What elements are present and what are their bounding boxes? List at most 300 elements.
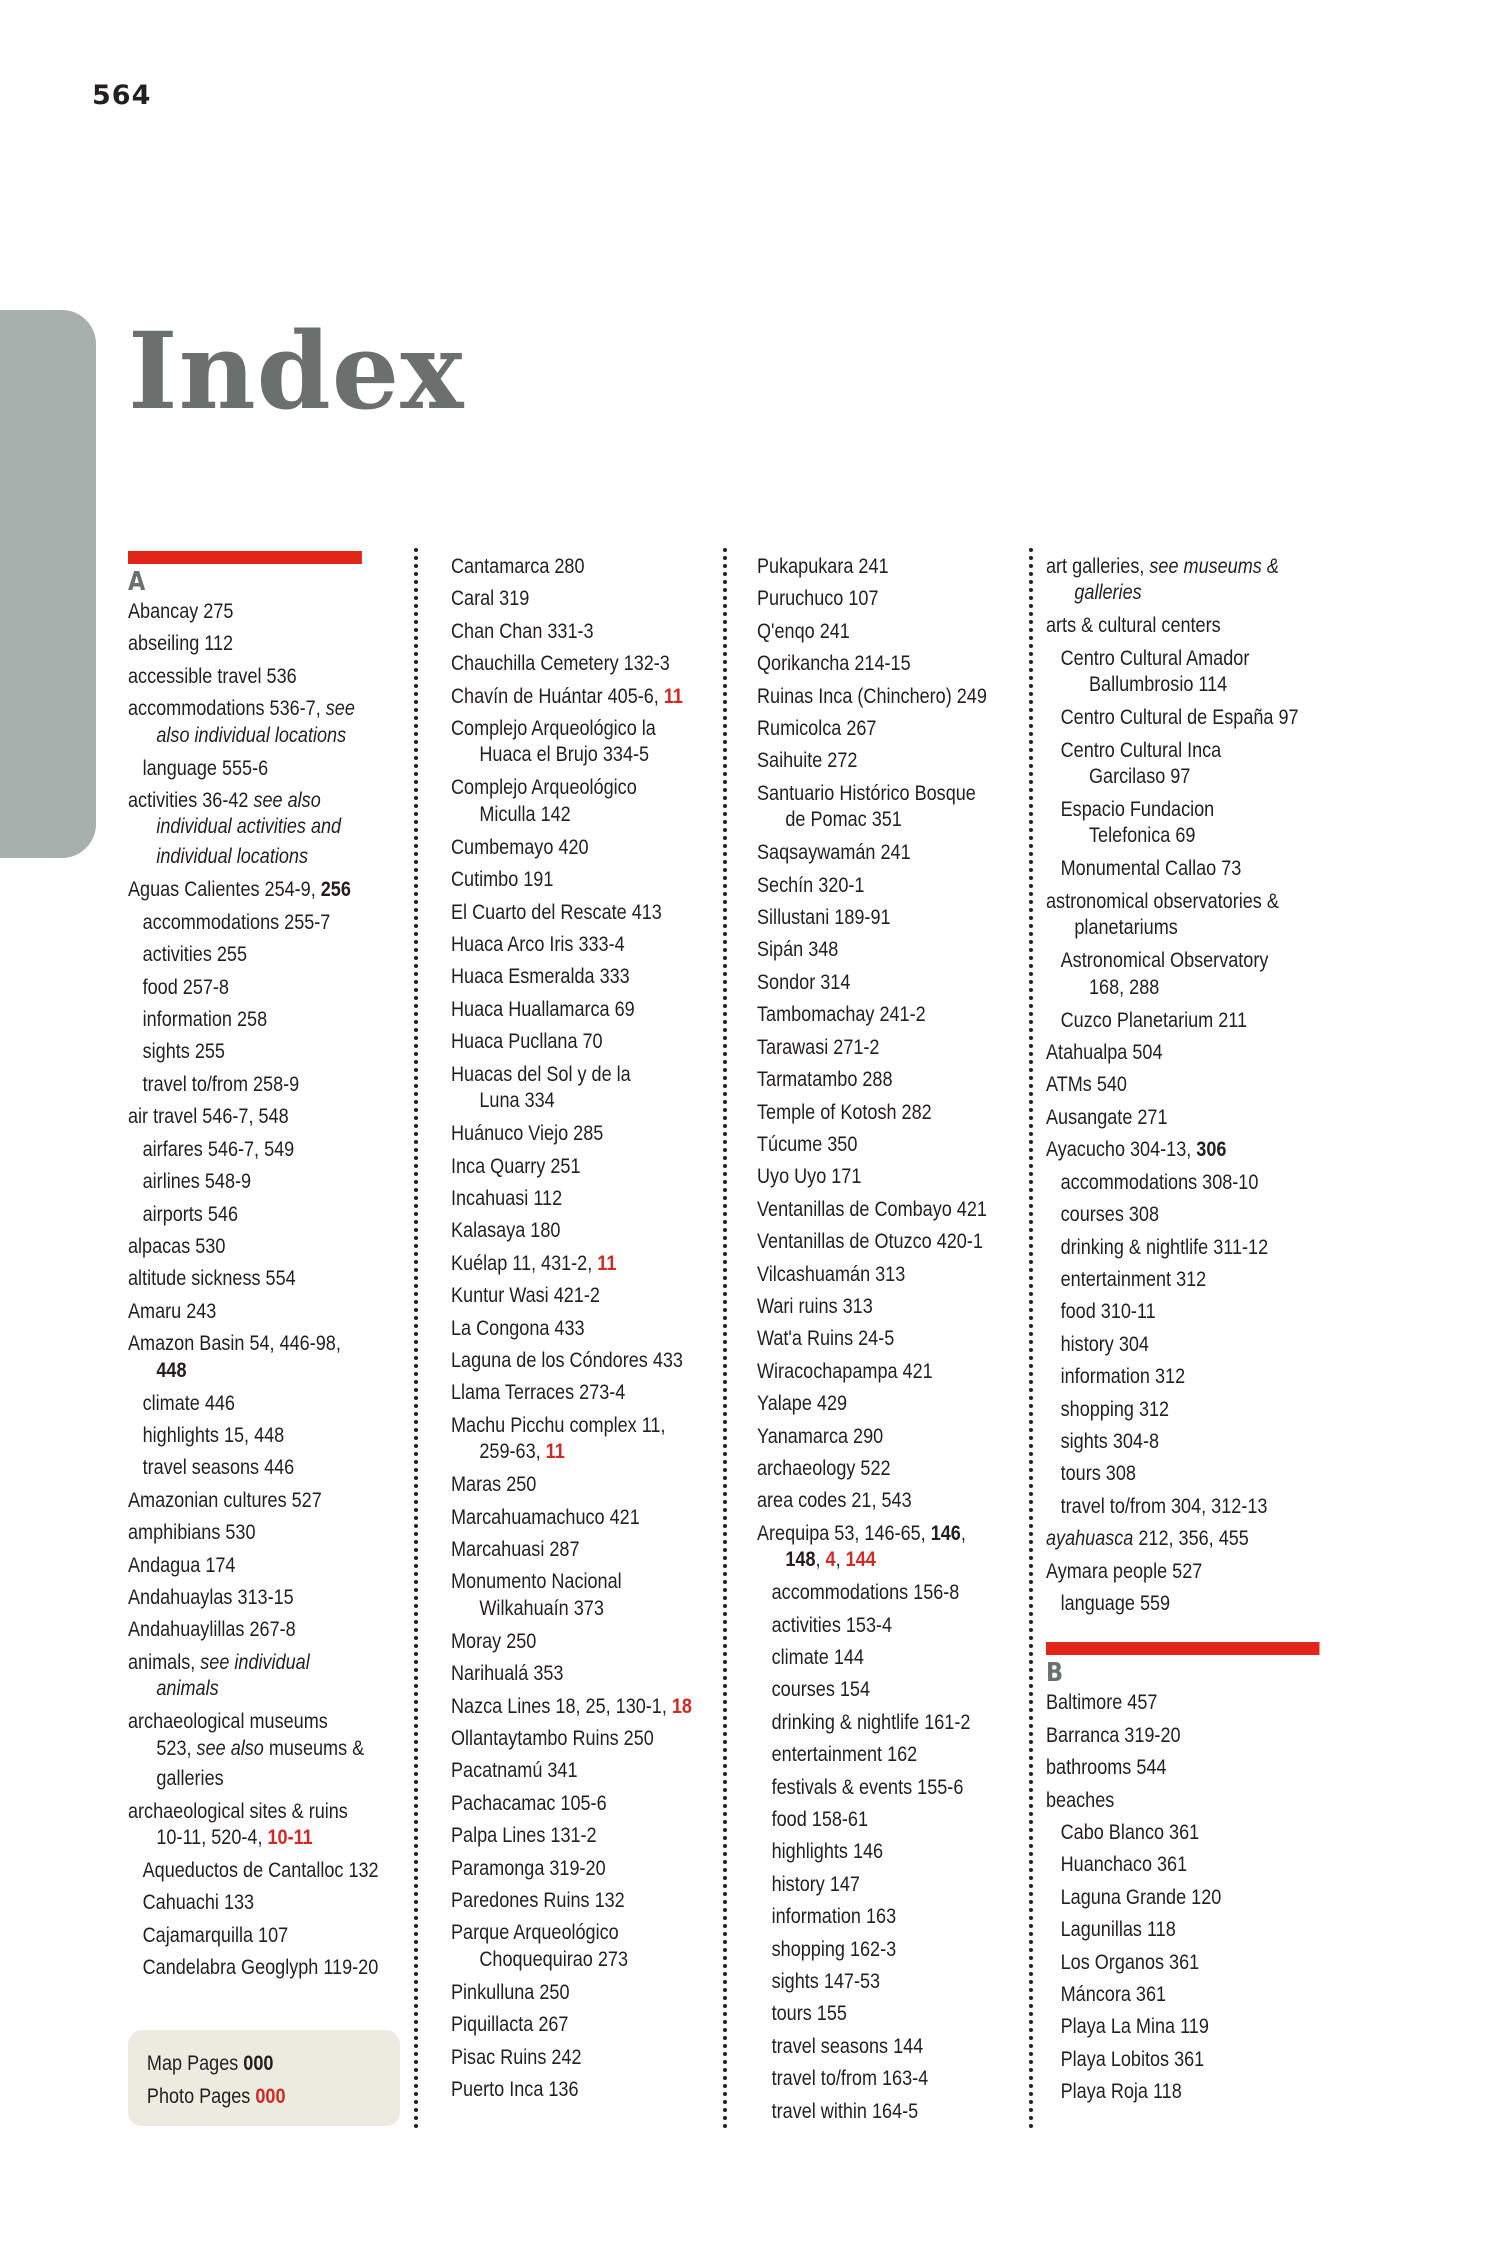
entry-text: 4 bbox=[825, 1548, 836, 1572]
entry-text: Chauchilla Cemetery 132-3 bbox=[451, 652, 670, 676]
index-entry bbox=[451, 1626, 692, 1658]
entry-continuation bbox=[128, 1765, 403, 1792]
index-entry bbox=[757, 616, 998, 648]
index-entry bbox=[757, 551, 998, 583]
entry-text: Laguna Grande 120 bbox=[1060, 1885, 1222, 1909]
index-entry bbox=[451, 1853, 692, 1885]
index-entry bbox=[757, 934, 998, 966]
entry-text: Amazonian cultures 527 bbox=[128, 1488, 322, 1512]
entry-text: Luna 334 bbox=[479, 1089, 555, 1113]
index-entry bbox=[757, 837, 998, 869]
index-entry bbox=[1046, 1687, 1313, 1719]
entry-text: highlights 146 bbox=[771, 1840, 884, 1864]
entry-text: art galleries, bbox=[1046, 555, 1150, 578]
entry-text: Yalape 429 bbox=[757, 1392, 848, 1416]
index-entry bbox=[1046, 1296, 1313, 1328]
entry-text: de Pomac 351 bbox=[785, 808, 902, 832]
index-entry bbox=[451, 961, 692, 993]
entry-text: archaeology 522 bbox=[757, 1456, 891, 1480]
index-entry bbox=[757, 902, 998, 934]
index-entry bbox=[128, 1004, 403, 1036]
entry-text: archaeological museums bbox=[128, 1710, 328, 1734]
index-entry bbox=[451, 1059, 692, 1114]
entry-text: language 559 bbox=[1060, 1591, 1171, 1615]
index-entry bbox=[757, 1836, 998, 1868]
page-legend bbox=[128, 2030, 400, 2126]
index-entry bbox=[757, 681, 998, 713]
entry-text: Chan Chan 331-3 bbox=[451, 619, 594, 643]
index-entry bbox=[757, 2096, 998, 2128]
entry-text: Moray 250 bbox=[451, 1629, 537, 1653]
entry-text: courses 308 bbox=[1060, 1203, 1160, 1227]
index-entry bbox=[128, 1199, 403, 1231]
entry-text: Barranca 319-20 bbox=[1046, 1723, 1181, 1747]
index-entry bbox=[128, 1952, 403, 1984]
index-entry bbox=[451, 1151, 692, 1183]
index-entry bbox=[757, 1129, 998, 1161]
index-entry bbox=[757, 1869, 998, 1901]
column-divider bbox=[723, 548, 727, 2130]
entry-text: area codes 21, 543 bbox=[757, 1489, 912, 1513]
entry-continuation bbox=[451, 1946, 692, 1973]
index-entry bbox=[757, 1739, 998, 1771]
index-entry bbox=[451, 897, 692, 929]
entry-text: Incahuasi 112 bbox=[451, 1186, 563, 1210]
index-entry bbox=[128, 939, 403, 971]
entry-text: Kuntur Wasi 421-2 bbox=[451, 1284, 600, 1308]
entry-text: Temple of Kotosh 282 bbox=[757, 1100, 932, 1124]
entry-text: accommodations 308-10 bbox=[1060, 1170, 1259, 1194]
index-entry bbox=[757, 870, 998, 902]
index-entry bbox=[757, 1161, 998, 1193]
entry-text: Monumento Nacional bbox=[451, 1570, 622, 1594]
entry-text: astronomical observatories & bbox=[1046, 889, 1279, 913]
index-entry bbox=[757, 1194, 998, 1226]
entry-text: ATMs 540 bbox=[1046, 1073, 1127, 1097]
index-entry bbox=[128, 1920, 403, 1952]
index-entry bbox=[128, 785, 403, 870]
index-entry bbox=[128, 1517, 403, 1549]
index-entry bbox=[451, 648, 692, 680]
entry-text: Laguna de los Cóndores 433 bbox=[451, 1348, 683, 1372]
entry-text: Telefonica 69 bbox=[1089, 824, 1196, 848]
entry-continuation bbox=[1046, 914, 1313, 941]
index-entry bbox=[757, 1453, 998, 1485]
entry-text: see individual bbox=[200, 1650, 310, 1674]
entry-text: Playa Lobitos 361 bbox=[1060, 2047, 1205, 2071]
entry-text: Marcahuasi 287 bbox=[451, 1537, 580, 1561]
index-entry bbox=[451, 2042, 692, 2074]
entry-continuation bbox=[757, 1546, 998, 1573]
entry-text: animals bbox=[156, 1677, 219, 1701]
entry-text: Pachacamac 105-6 bbox=[451, 1791, 607, 1815]
index-entry bbox=[128, 1706, 403, 1791]
index-entry bbox=[757, 1707, 998, 1739]
entry-text: , bbox=[835, 1548, 846, 1572]
entry-text: Puruchuco 107 bbox=[757, 587, 879, 611]
index-entry bbox=[128, 1296, 403, 1328]
entry-text: , bbox=[960, 1521, 966, 1545]
map-pages-value: 000 bbox=[243, 2052, 274, 2075]
entry-text: Cumbemayo 420 bbox=[451, 835, 589, 859]
entry-continuation bbox=[451, 801, 692, 828]
index-entry bbox=[451, 1566, 692, 1621]
entry-text: courses 154 bbox=[771, 1678, 871, 1702]
entry-text: abseiling 112 bbox=[128, 632, 234, 656]
entry-text: 11 bbox=[663, 684, 683, 708]
entry-continuation bbox=[1061, 974, 1313, 1001]
entry-text: 144 bbox=[845, 1548, 876, 1572]
entry-text: galleries bbox=[156, 1766, 224, 1790]
index-entry bbox=[451, 583, 692, 615]
entry-text: accessible travel 536 bbox=[128, 664, 297, 688]
entry-continuation bbox=[1061, 763, 1313, 790]
index-entry bbox=[757, 1642, 998, 1674]
index-entry bbox=[1046, 1167, 1313, 1199]
index-entry bbox=[1046, 2011, 1313, 2043]
entry-text: altitude sickness 554 bbox=[128, 1267, 296, 1291]
index-entry bbox=[128, 1420, 403, 1452]
entry-text: 11 bbox=[597, 1251, 617, 1275]
index-entry bbox=[757, 1610, 998, 1642]
page-number: 564 bbox=[92, 80, 152, 111]
entry-text: climate 446 bbox=[142, 1391, 235, 1415]
index-entry bbox=[757, 1772, 998, 1804]
entry-text: Wilkahuaín 373 bbox=[479, 1596, 604, 1620]
index-entry bbox=[757, 1388, 998, 1420]
index-entry bbox=[1046, 551, 1313, 606]
entry-text: , bbox=[815, 1548, 826, 1572]
entry-text: Uyo Uyo 171 bbox=[757, 1165, 862, 1189]
index-entry bbox=[757, 1966, 998, 1998]
entry-text: Ballumbrosio 114 bbox=[1089, 673, 1228, 697]
entry-text: entertainment 312 bbox=[1060, 1267, 1207, 1291]
index-entry bbox=[451, 1658, 692, 1690]
index-entry bbox=[1046, 1882, 1313, 1914]
index-entry bbox=[757, 1934, 998, 1966]
index-entry bbox=[128, 628, 403, 660]
entry-continuation bbox=[128, 1824, 403, 1851]
entry-text: Wat'a Ruins 24-5 bbox=[757, 1327, 895, 1351]
photo-pages-value: 000 bbox=[255, 2085, 286, 2108]
photo-pages-row bbox=[147, 2080, 362, 2113]
entry-text: Pisac Ruins 242 bbox=[451, 2045, 582, 2069]
entry-text: Cahuachi 133 bbox=[142, 1891, 255, 1915]
entry-text: alpacas 530 bbox=[128, 1234, 226, 1258]
index-entry bbox=[128, 753, 403, 785]
index-entry bbox=[451, 616, 692, 648]
entry-text: Piquillacta 267 bbox=[451, 2013, 569, 2037]
entry-text: Kuélap 11, 431-2, bbox=[451, 1251, 598, 1275]
entry-text: Amaru 243 bbox=[128, 1299, 217, 1323]
entry-text: Narihualá 353 bbox=[451, 1662, 564, 1686]
index-entry bbox=[451, 713, 692, 768]
entry-text: Huánuco Viejo 285 bbox=[451, 1122, 604, 1146]
entry-text: 448 bbox=[156, 1358, 187, 1382]
entry-text: Qorikancha 214-15 bbox=[757, 652, 911, 676]
map-pages-row bbox=[147, 2047, 362, 2080]
entry-text: air travel 546-7, 548 bbox=[128, 1105, 289, 1129]
entry-text: Huaca Esmeralda 333 bbox=[451, 965, 630, 989]
index-entry bbox=[451, 551, 692, 583]
index-entry bbox=[128, 972, 403, 1004]
entry-continuation bbox=[128, 813, 403, 840]
index-entry bbox=[1046, 794, 1313, 849]
entry-continuation bbox=[451, 1438, 692, 1465]
entry-list bbox=[757, 551, 998, 2128]
entry-text: Wiracochapampa 421 bbox=[757, 1359, 933, 1383]
index-entry bbox=[1046, 1556, 1313, 1588]
entry-text: Huaca Pucllana 70 bbox=[451, 1030, 603, 1054]
index-column-4 bbox=[1046, 551, 1313, 2109]
entry-text: also individual locations bbox=[156, 723, 347, 747]
entry-text: Chavín de Huántar 405-6, bbox=[451, 684, 664, 708]
entry-text: Tarawasi 271-2 bbox=[757, 1035, 880, 1059]
index-entry bbox=[451, 1469, 692, 1501]
index-entry bbox=[757, 2063, 998, 2095]
entry-text: Choquequirao 273 bbox=[479, 1947, 628, 1971]
index-entry bbox=[128, 1328, 403, 1383]
index-entry bbox=[128, 1796, 403, 1851]
section-side-tab bbox=[0, 310, 96, 858]
index-entry bbox=[757, 1323, 998, 1355]
entry-list bbox=[1046, 551, 1313, 1620]
entry-text: museums & bbox=[263, 1736, 365, 1760]
index-entry bbox=[451, 1723, 692, 1755]
index-entry bbox=[1046, 1329, 1313, 1361]
entry-text: sights 304-8 bbox=[1060, 1429, 1160, 1453]
entry-text: sights 255 bbox=[142, 1040, 225, 1064]
entry-text: Cajamarquilla 107 bbox=[142, 1923, 289, 1947]
entry-text: information 312 bbox=[1060, 1365, 1186, 1389]
index-entry bbox=[451, 1788, 692, 1820]
index-entry bbox=[451, 1917, 692, 1972]
entry-text: animals, bbox=[128, 1650, 201, 1674]
entry-text: entertainment 162 bbox=[771, 1743, 918, 1767]
index-entry bbox=[128, 1101, 403, 1133]
entry-text: Tarmatambo 288 bbox=[757, 1068, 893, 1092]
index-entry bbox=[451, 1885, 692, 1917]
index-entry bbox=[128, 1069, 403, 1101]
index-entry bbox=[128, 1614, 403, 1646]
entry-text: planetariums bbox=[1074, 916, 1178, 940]
index-entry bbox=[1046, 1947, 1313, 1979]
entry-text: Túcume 350 bbox=[757, 1132, 858, 1156]
index-entry bbox=[1046, 1134, 1313, 1166]
index-entry bbox=[757, 745, 998, 777]
entry-text: Pinkulluna 250 bbox=[451, 1980, 570, 2004]
index-entry bbox=[451, 1755, 692, 1787]
entry-text: Miculla 142 bbox=[479, 802, 571, 826]
entry-text: arts & cultural centers bbox=[1046, 614, 1221, 638]
index-entry bbox=[451, 2009, 692, 2041]
index-entry bbox=[451, 1820, 692, 1852]
entry-continuation bbox=[451, 1087, 692, 1114]
letter-bar-b bbox=[1046, 1642, 1319, 1655]
entry-continuation bbox=[1061, 671, 1313, 698]
index-entry bbox=[128, 1166, 403, 1198]
entry-text: Candelabra Geoglyph 119-20 bbox=[142, 1956, 379, 1980]
entry-text: see bbox=[325, 697, 355, 721]
index-entry bbox=[128, 1855, 403, 1887]
index-entry bbox=[757, 999, 998, 1031]
entry-text: tours 155 bbox=[771, 2002, 847, 2026]
entry-text: Cutimbo 191 bbox=[451, 868, 554, 892]
index-entry bbox=[451, 1118, 692, 1150]
entry-text: Ruinas Inca (Chinchero) 249 bbox=[757, 684, 987, 708]
index-entry bbox=[1046, 1458, 1313, 1490]
index-entry bbox=[1046, 1817, 1313, 1849]
entry-text: shopping 312 bbox=[1060, 1397, 1170, 1421]
entry-text: food 257-8 bbox=[142, 975, 229, 999]
entry-text: Saqsaywamán 241 bbox=[757, 841, 911, 865]
index-entry bbox=[757, 1421, 998, 1453]
entry-text: Ausangate 271 bbox=[1046, 1105, 1168, 1129]
index-entry bbox=[1046, 1037, 1313, 1069]
index-entry bbox=[1046, 1752, 1313, 1784]
entry-text: Sillustani 189-91 bbox=[757, 906, 891, 930]
entry-text: climate 144 bbox=[771, 1646, 864, 1669]
index-entry bbox=[451, 1977, 692, 2009]
entry-text: 523, bbox=[156, 1736, 197, 1760]
index-entry bbox=[451, 681, 692, 713]
index-column-1 bbox=[128, 551, 403, 1985]
entry-text: Arequipa 53, 146-65, bbox=[757, 1521, 931, 1545]
entry-text: history 304 bbox=[1060, 1332, 1149, 1356]
entry-text: Andahuaylas 313-15 bbox=[128, 1585, 294, 1609]
index-entry bbox=[1046, 1979, 1313, 2011]
entry-text: highlights 15, 448 bbox=[142, 1423, 285, 1447]
entry-text: Inca Quarry 251 bbox=[451, 1154, 581, 1178]
entry-text: language 555-6 bbox=[142, 756, 269, 780]
entry-text: Andagua 174 bbox=[128, 1553, 236, 1577]
entry-text: archaeological sites & ruins bbox=[128, 1799, 348, 1823]
entry-text: accommodations 536-7, bbox=[128, 697, 326, 721]
entry-text: Aqueductos de Cantalloc 132 bbox=[142, 1859, 379, 1882]
entry-text: sights 147-53 bbox=[771, 1970, 881, 1994]
index-entry bbox=[451, 1691, 692, 1723]
entry-text: 10-11, 520-4, bbox=[156, 1826, 268, 1849]
entry-text: Atahualpa 504 bbox=[1046, 1041, 1163, 1065]
index-entry bbox=[128, 1388, 403, 1420]
entry-text: Huacas del Sol y de la bbox=[451, 1062, 631, 1086]
entry-text: Abancay 275 bbox=[128, 600, 234, 623]
entry-text: Máncora 361 bbox=[1060, 1983, 1167, 2007]
entry-text: Palpa Lines 131-2 bbox=[451, 1824, 597, 1848]
entry-text: Llama Terraces 273-4 bbox=[451, 1381, 626, 1405]
entry-text: Ayacucho 304-13, bbox=[1046, 1138, 1197, 1162]
index-entry bbox=[1046, 1069, 1313, 1101]
index-entry bbox=[757, 713, 998, 745]
entry-text: airlines 548-9 bbox=[142, 1170, 252, 1194]
index-entry bbox=[1046, 1394, 1313, 1426]
entry-text: 11 bbox=[545, 1440, 565, 1464]
entry-text: 18 bbox=[671, 1694, 692, 1718]
entry-text: Pukapukara 241 bbox=[757, 555, 889, 578]
entry-text: La Congona 433 bbox=[451, 1316, 585, 1340]
entry-text: 146 bbox=[930, 1521, 961, 1545]
index-entry bbox=[1046, 945, 1313, 1000]
entry-text: Sondor 314 bbox=[757, 970, 851, 994]
index-entry bbox=[757, 2031, 998, 2063]
entry-list bbox=[128, 596, 403, 1985]
entry-text: drinking & nightlife 311-12 bbox=[1060, 1235, 1269, 1259]
entry-text: Paramonga 319-20 bbox=[451, 1856, 606, 1880]
entry-text: activities 36-42 bbox=[128, 789, 254, 813]
index-entry bbox=[757, 1291, 998, 1323]
entry-text: travel to/from 163-4 bbox=[771, 2067, 929, 2091]
entry-text: beaches bbox=[1046, 1788, 1115, 1812]
entry-text: Parque Arqueológico bbox=[451, 1921, 619, 1945]
index-entry bbox=[757, 1901, 998, 1933]
letter-heading-b: B bbox=[1046, 1658, 1064, 1689]
entry-text: Los Organos 361 bbox=[1060, 1950, 1200, 1974]
entry-text: Ollantaytambo Ruins 250 bbox=[451, 1727, 654, 1750]
entry-text: Yanamarca 290 bbox=[757, 1424, 884, 1448]
index-entry bbox=[1046, 886, 1313, 941]
index-entry bbox=[451, 1183, 692, 1215]
entry-text: travel within 164-5 bbox=[771, 2099, 919, 2123]
index-entry bbox=[757, 1804, 998, 1836]
entry-text: Huaca Huallamarca 69 bbox=[451, 997, 635, 1021]
index-entry bbox=[128, 1550, 403, 1582]
entry-text: accommodations 255-7 bbox=[142, 910, 331, 934]
entry-text: Kalasaya 180 bbox=[451, 1219, 561, 1243]
entry-text: 259-63, bbox=[479, 1440, 546, 1464]
entry-text: ayahuasca bbox=[1046, 1527, 1134, 1551]
entry-text: 10-11 bbox=[267, 1826, 313, 1849]
entry-text: festivals & events 155-6 bbox=[771, 1775, 964, 1799]
index-entry bbox=[451, 1248, 692, 1280]
index-entry bbox=[128, 661, 403, 693]
map-pages-label: Map Pages bbox=[146, 2052, 239, 2075]
index-entry bbox=[1046, 1588, 1313, 1620]
index-entry bbox=[1046, 1361, 1313, 1393]
index-entry bbox=[128, 1452, 403, 1484]
index-entry bbox=[1046, 1523, 1313, 1555]
index-entry bbox=[128, 1887, 403, 1919]
index-entry bbox=[1046, 853, 1313, 885]
index-entry bbox=[757, 1032, 998, 1064]
index-entry bbox=[128, 1485, 403, 1517]
index-entry bbox=[757, 967, 998, 999]
entry-text: drinking & nightlife 161-2 bbox=[771, 1710, 971, 1734]
index-entry bbox=[1046, 1720, 1313, 1752]
index-entry bbox=[451, 1280, 692, 1312]
index-entry bbox=[451, 832, 692, 864]
index-entry bbox=[128, 1134, 403, 1166]
entry-text: history 147 bbox=[771, 1872, 860, 1896]
index-entry bbox=[128, 1036, 403, 1068]
entry-text: Huaca Arco Iris 333-4 bbox=[451, 933, 625, 957]
index-entry bbox=[451, 1410, 692, 1465]
entry-text: Garcilaso 97 bbox=[1089, 765, 1191, 789]
entry-text: accommodations 156-8 bbox=[771, 1581, 960, 1605]
index-entry bbox=[757, 1259, 998, 1291]
entry-continuation bbox=[128, 1735, 403, 1762]
entry-text: shopping 162-3 bbox=[771, 1937, 897, 1961]
entry-text: Andahuaylillas 267-8 bbox=[128, 1618, 296, 1642]
index-entry bbox=[757, 1518, 998, 1573]
entry-text: travel to/from 258-9 bbox=[142, 1072, 300, 1096]
index-entry bbox=[757, 1577, 998, 1609]
entry-text: Saihuite 272 bbox=[757, 749, 858, 773]
index-entry bbox=[451, 772, 692, 827]
entry-continuation bbox=[451, 741, 692, 768]
entry-text: airports 546 bbox=[142, 1202, 238, 1226]
index-entry bbox=[451, 994, 692, 1026]
index-entry bbox=[451, 1345, 692, 1377]
